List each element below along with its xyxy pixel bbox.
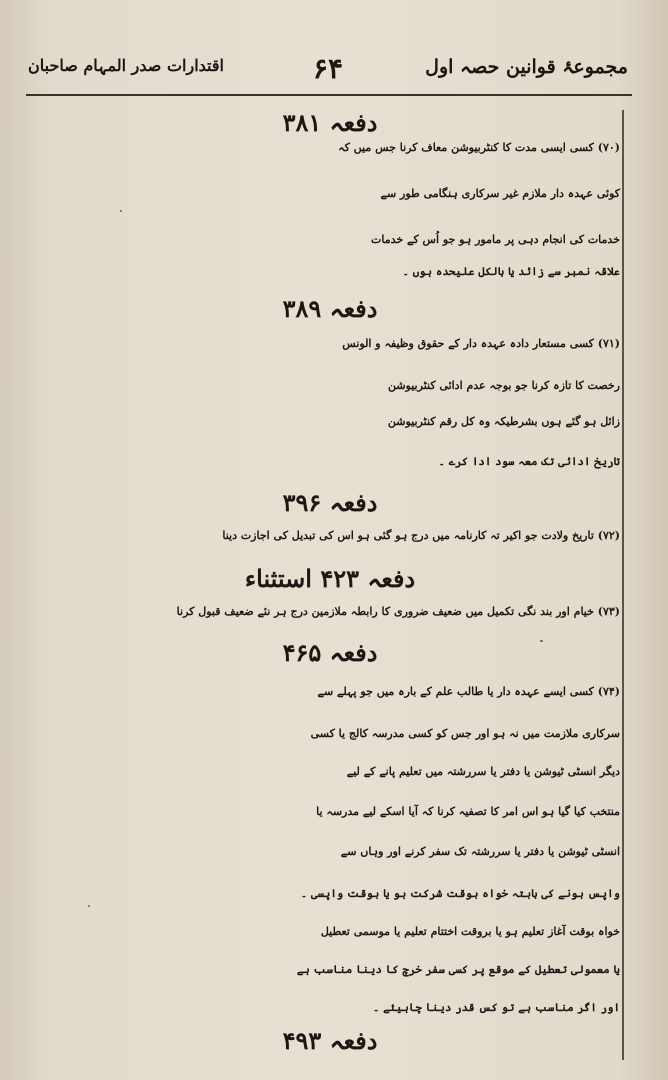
text-line: یا معمولی تعطیل کے موقع پر کسی سفر خرچ کا دینا مناسب ہے [296,963,620,976]
text-line: کوئی عہدہ دار ملازم غیر سرکاری ہنگامی طور سے [380,187,620,200]
text-line: رخصت کا تازہ کرنا جو بوجہ عدم ادائی کنٹربیوشن [387,379,620,392]
text-line: خدمات کی انجام دہی پر مامور ہو جو اُس کے خدمات [371,233,620,246]
running-title: مجموعۂ قوانین حصہ اول [425,56,628,78]
text-line: علاقہ نمبر سے زائد یا بالکل علیحدہ ہوں ۔ [402,265,620,278]
text-line: (۷۰) کسی ایسی مدت کا کنٹربیوشن معاف کرنا جس میں کہ [338,141,620,154]
text-line: اور اگر مناسب ہے تو کس قدر دینا چاہیئے ۔ [372,1001,620,1014]
ink-speck [540,640,543,642]
section-heading: دفعہ ۴۶۵ [282,638,378,667]
text-line: منتخب کیا گیا ہو اس امر کا تصفیہ کرنا کہ آیا اسکے لیے مدرسہ یا [316,805,620,818]
page-number: ۶۴ [312,52,344,85]
section-heading: دفعہ ۴۹۳ [282,1026,378,1055]
text-line: زائل ہو گئے ہوں بشرطیکہ وہ کل رقم کنٹربیوشن [387,415,620,428]
section-heading: دفعہ ۳۹۶ [282,488,378,517]
text-line: تاریخ ادائی تک معہ سود ادا کرے ۔ [438,455,620,468]
header-rule [26,94,632,96]
text-line: سرکاری ملازمت میں نہ ہو اور جس کو کسی مدرسہ کالج یا کسی [310,727,620,740]
page-header [28,52,628,92]
text-line: انسٹی ٹیوشن یا دفتر یا سررشتہ تک سفر کرنے اور وہاں سے [340,845,620,858]
ink-speck [120,210,122,212]
section-heading: دفعہ ۴۲۳ استثناء [244,564,416,593]
text-line: (۷۳) خیام اور بند نگی تکمیل میں ضعیف ضروری کا رابطہ ملازمین درج ہر نئے ضعیف قبول کرنا [176,605,620,618]
ink-speck [88,905,90,907]
section-heading: دفعہ ۳۸۹ [282,294,378,323]
page-body [40,108,620,1055]
section-heading: دفعہ ۳۸۱ [282,108,378,137]
text-line: (۷۱) کسی مستعار دادہ عہدہ دار کے حقوق وظیفہ و الونس [342,337,620,350]
text-line: (۷۴) کسی ایسے عہدہ دار یا طالب علم کے بارہ میں جو پہلے سے [317,685,620,698]
text-line: واپس ہونے کی بابتہ خواہ بوقت شرکت ہو یا بوقت واپسی ۔ [300,887,620,900]
text-line: دیگر انسٹی ٹیوشن یا دفتر یا سررشتہ میں تعلیم پانے کے لیے [346,765,620,778]
margin-rule [622,110,624,1060]
section-title: اقتدارات صدر المہام صاحبان [28,56,224,75]
text-line: (۷۲) تاریخ ولادت جو اکیر تہ کارنامہ میں درج ہو گئی ہو اس کی تبدیل کی اجازت دینا [222,529,620,542]
text-line: خواہ بوقت آغاز تعلیم ہو یا بروقت اختتام تعلیم یا موسمی تعطیل [320,925,620,938]
